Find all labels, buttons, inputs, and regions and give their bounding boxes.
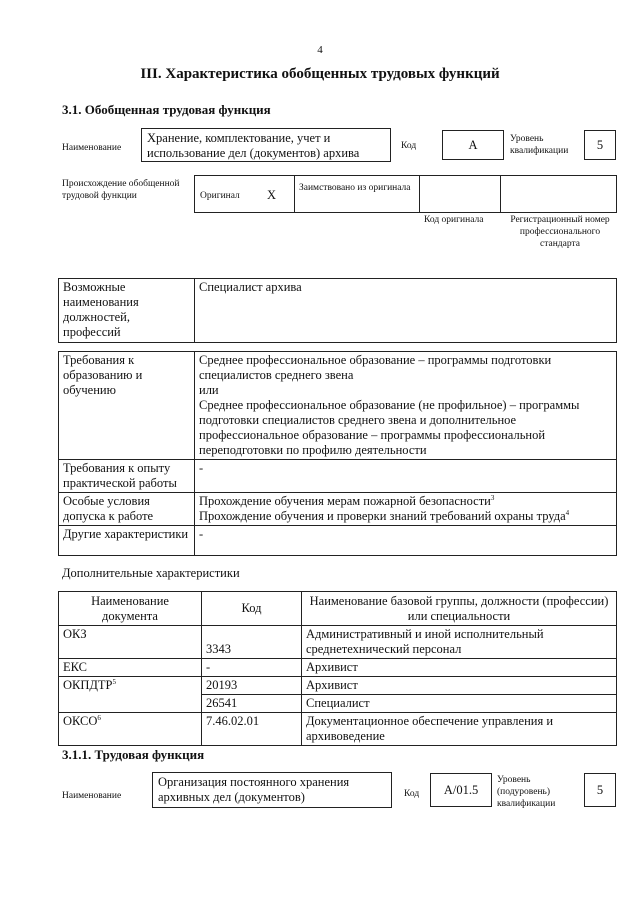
footnote-ref: 5 bbox=[112, 677, 117, 686]
code-orig-caption: Код оригинала bbox=[424, 215, 484, 225]
tf-code-box: A/01.5 bbox=[430, 773, 492, 807]
row-code: 3343 bbox=[202, 626, 302, 659]
header-code: Код bbox=[202, 592, 302, 626]
row-code: 20193 bbox=[202, 677, 302, 695]
footnote-ref: 4 bbox=[565, 508, 570, 517]
table-row bbox=[59, 713, 617, 746]
table-row bbox=[59, 626, 617, 659]
gtf-name-label: Наименование bbox=[62, 143, 122, 153]
additional-title: Дополнительные характеристики bbox=[62, 566, 240, 580]
positions-label: Возможные наименования должностей, профессий bbox=[59, 279, 195, 343]
footnote-ref: 6 bbox=[97, 713, 101, 722]
origin-label: Происхождение обобщенной трудовой функции bbox=[62, 179, 180, 201]
gtf-name-box: Хранение, комплектование, учет и использование дел (документов) архива bbox=[141, 128, 391, 162]
positions-value: Специалист архива bbox=[195, 279, 617, 343]
header-name: Наименование базовой группы, должности (профессии) или специальности bbox=[302, 592, 617, 626]
footnote-ref: 3 bbox=[490, 493, 495, 502]
borrowed-label: Заимствовано из оригинала bbox=[299, 183, 411, 193]
experience-label: Требования к опыту практической работы bbox=[59, 460, 195, 493]
tf-name-box: Организация постоянного хранения архивных дел (документов) bbox=[152, 772, 392, 808]
row-name: Архивист bbox=[302, 677, 617, 695]
row-doc: ОКСО$^6$ bbox=[59, 713, 202, 746]
tf-level-label: Уровень (подуровень) квалификации bbox=[497, 775, 556, 809]
table-row bbox=[59, 677, 617, 695]
gtf-code-box: A bbox=[442, 130, 504, 160]
other-label: Другие характеристики bbox=[59, 526, 195, 556]
row-code: 26541 bbox=[202, 695, 302, 713]
row-name: Документационное обеспечение управления и архивоведение bbox=[302, 713, 617, 746]
gtf-level-box: 5 bbox=[584, 130, 616, 160]
gtf-level-label: Уровень квалификации bbox=[510, 134, 569, 156]
row-name: Административный и иной исполнительный среднетехнический персонал bbox=[302, 626, 617, 659]
table-row bbox=[59, 659, 617, 677]
reg-number-caption: Регистрационный номер профессионального стандарта bbox=[510, 215, 610, 249]
special-label: Особые условия допуска к работе bbox=[59, 493, 195, 526]
experience-value: - bbox=[195, 460, 617, 493]
special-line1: Прохождение обучения мерам пожарной безопасности bbox=[199, 494, 491, 508]
other-value: - bbox=[195, 526, 617, 556]
special-line2: Прохождение обучения и проверки знаний требований охраны труда bbox=[199, 509, 566, 523]
row-doc: ОКПДТР$^5$ bbox=[59, 677, 202, 695]
row-code: 7.46.02.01 bbox=[202, 713, 302, 746]
requirements-table bbox=[58, 351, 617, 556]
tf-code-label: Код bbox=[404, 789, 420, 799]
origin-table bbox=[194, 175, 617, 213]
original-mark: X bbox=[267, 188, 277, 202]
table-row bbox=[59, 695, 617, 713]
original-label: Оригинал bbox=[200, 191, 240, 201]
row-doc bbox=[59, 695, 202, 713]
tf-name-label: Наименование bbox=[62, 791, 122, 801]
gtf-code-label: Код bbox=[401, 141, 417, 151]
section-title: III. Характеристика обобщенных трудовых функций bbox=[140, 66, 500, 82]
positions-table bbox=[58, 278, 617, 343]
subsection-title: 3.1. Обобщенная трудовая функция bbox=[62, 102, 271, 117]
tf-title: 3.1.1. Трудовая функция bbox=[62, 747, 205, 762]
education-label: Требования к образованию и обучению bbox=[59, 352, 195, 460]
education-value: Среднее профессиональное образование – программы подготовки специалистов среднего звена или Среднее профессиональное образование (не профильное) – программы подготовки специалистов среднего звена и дополнительное профессиональное образование – программы профессиональной переподготовки по профилю деятельности bbox=[195, 352, 617, 460]
tf-level-box: 5 bbox=[584, 773, 616, 807]
row-name: Специалист bbox=[302, 695, 617, 713]
special-value bbox=[195, 493, 617, 526]
row-name: Архивист bbox=[302, 659, 617, 677]
row-code: - bbox=[202, 659, 302, 677]
row-doc: ОКЗ bbox=[59, 626, 202, 659]
page-number: 4 bbox=[317, 44, 323, 56]
additional-table bbox=[58, 591, 617, 746]
header-doc: Наименование документа bbox=[59, 592, 202, 626]
row-doc: ЕКС bbox=[59, 659, 202, 677]
